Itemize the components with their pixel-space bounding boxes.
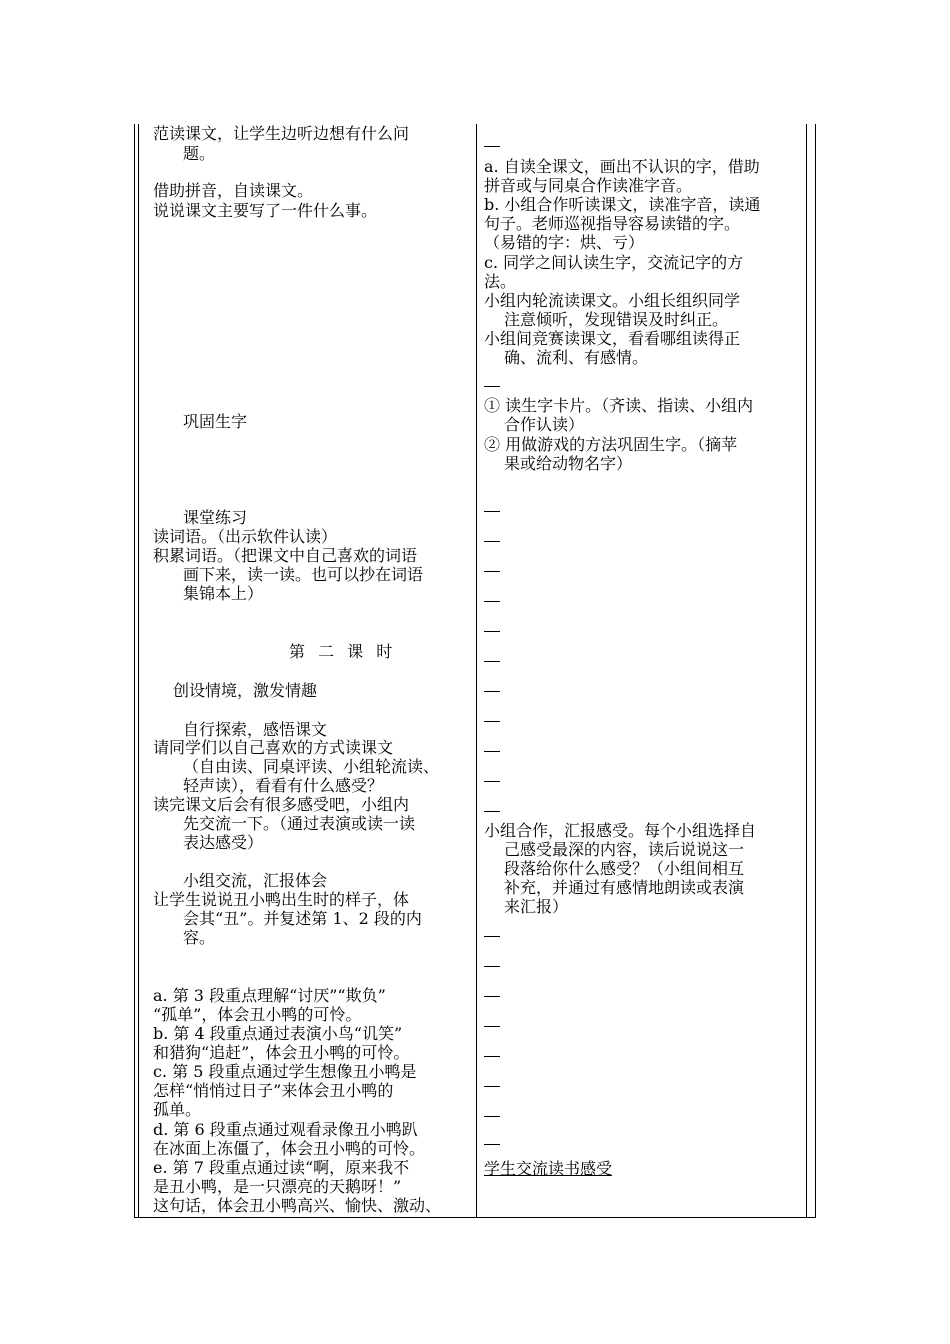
table-border-middle [476,124,477,1218]
lesson-plan-table [134,124,816,1218]
right-line: 来汇报） [504,897,569,916]
right-line: 确、流利、有感情。 [504,348,649,367]
dash-mark [484,691,500,692]
left-column [150,124,475,1218]
left-line: 是丑小鸭，是一只漂亮的天鹅呀！” [153,1177,402,1196]
left-line: 和猎狗“追赶”，体会丑小鸭的可怜。 [153,1043,410,1062]
right-line: 法。 [484,272,517,291]
table-border-left-outer [134,124,135,1218]
right-line: 拼音或与同桌合作读准字音。 [484,176,693,195]
left-line: 让学生说说丑小鸭出生时的样子，体 [153,890,410,909]
right-line: 合作认读） [504,415,585,434]
left-line: 会其“丑”。并复述第 1、2 段的内 [183,909,422,928]
dash-mark [484,781,500,782]
left-line: 孤单。 [153,1100,202,1119]
left-line: c. 第 5 段重点通过学生想像丑小鸭是 [153,1062,417,1081]
left-heading: 巩固生字 [183,412,248,431]
dash-mark [484,541,500,542]
dash-mark [484,571,500,572]
left-heading: 自行探索，感悟课文 [183,720,328,739]
dash-mark [484,1056,500,1057]
dash-mark [484,966,500,967]
dash-mark [484,1026,500,1027]
left-line: 这句话，体会丑小鸭高兴、愉快、激动、 [153,1196,442,1215]
section-title: 第 二 课 时 [289,642,397,661]
dash-mark [484,386,500,387]
left-heading: 小组交流，汇报体会 [183,871,328,890]
table-border-right-outer [815,124,816,1218]
left-line: 轻声读），看看有什么感受？ [183,776,384,795]
right-line: 段落给你什么感受？（小组间相互 [504,859,745,878]
left-line: a. 第 3 段重点理解“讨厌”“欺负” [153,986,386,1005]
left-line: （自由读、同桌评读、小组轮流读、 [183,757,440,776]
right-line: 补充，并通过有感情地朗读或表演 [504,878,745,897]
left-line: 说说课文主要写了一件什么事。 [153,201,378,220]
left-line: “孤单”，体会丑小鸭的可怜。 [153,1005,362,1024]
left-line: 画下来，读一读。也可以抄在词语 [183,565,424,584]
left-line: d. 第 6 段重点通过观看录像丑小鸭趴 [153,1120,418,1139]
dash-mark [484,1086,500,1087]
left-line: 请同学们以自己喜欢的方式读课文 [153,738,394,757]
right-column [484,124,806,1218]
dash-mark [484,936,500,937]
dash-mark [484,721,500,722]
left-line: 集锦本上） [183,584,264,603]
dash-mark [484,1116,500,1117]
table-border-right-inner [806,124,807,1218]
left-line: e. 第 7 段重点通过读“啊，原来我不 [153,1158,410,1177]
right-line: ② 用做游戏的方法巩固生字。（摘苹 [484,435,738,454]
right-line: 小组间竞赛读课文，看看哪组读得正 [484,329,741,348]
right-line: 小组合作，汇报感受。每个小组选择自 [484,821,757,840]
right-line: 句子。老师巡视指导容易读错的字。 [484,214,741,233]
dash-mark [484,996,500,997]
left-line: 题。 [183,144,216,163]
right-line: 注意倾听，发现错误及时纠正。 [504,310,729,329]
right-line: a. 自读全课文，画出不认识的字，借助 [484,157,760,176]
dash-mark [484,631,500,632]
right-line: 小组内轮流读课文。小组长组织同学 [484,291,741,310]
left-line: 读词语。（出示软件认读） [153,527,338,546]
left-line: 容。 [183,928,216,947]
left-line: 范读课文，让学生边听边想有什么问 [153,124,410,143]
left-line: 借助拼音，自读课文。 [153,181,314,200]
dash-mark [484,661,500,662]
dash-mark [484,811,500,812]
left-line: 读完课文后会有很多感受吧，小组内 [153,795,410,814]
left-line: 怎样“悄悄过日子”来体会丑小鸭的 [153,1081,394,1100]
dash-mark [484,511,500,512]
right-line-underlined: 学生交流读书感受 [484,1159,613,1178]
left-line: 先交流一下。（通过表演或读一读 [183,814,416,833]
dash-mark [484,601,500,602]
right-line: （易错的字：烘、亏） [484,233,645,252]
left-line: b. 第 4 段重点通过表演小鸟“讥笑” [153,1024,403,1043]
dash-mark [484,751,500,752]
dash-mark [484,1144,500,1145]
right-line: c. 同学之间认读生字，交流记字的方 [484,253,744,272]
left-heading: 创设情境，激发情趣 [173,681,318,700]
left-line: 积累词语。（把课文中自己喜欢的词语 [153,546,418,565]
right-line: b. 小组合作听读课文，读准字音，读通 [484,195,761,214]
dash-mark [484,146,500,147]
left-line: 表达感受） [183,833,264,852]
left-heading: 课堂练习 [183,508,248,527]
right-line: 己感受最深的内容，读后说说这一 [504,840,745,859]
table-border-left-inner [138,124,139,1218]
right-line: ① 读生字卡片。（齐读、指读、小组内 [484,396,754,415]
left-line: 在冰面上冻僵了，体会丑小鸭的可怜。 [153,1139,426,1158]
right-line: 果或给动物名字） [504,454,633,473]
